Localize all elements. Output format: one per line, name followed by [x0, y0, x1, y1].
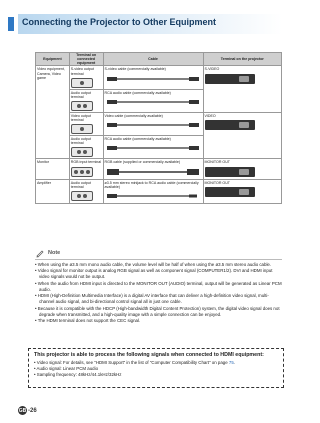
- terminal-cell: [69, 179, 103, 203]
- terminal-cell: [69, 159, 103, 179]
- cable-cell: [103, 136, 203, 159]
- svideo-jack-icon: [205, 74, 255, 84]
- note-pencil-icon: [35, 248, 45, 258]
- note-item: • The HDMI terminal does not support the CEC signal.: [35, 318, 282, 324]
- page-number: [18, 406, 37, 415]
- terminal-label: Audio output terminal: [70, 180, 91, 189]
- hdmi-info-box: [28, 348, 284, 388]
- cable-cell: [103, 112, 203, 135]
- terminal-cell: [69, 66, 103, 89]
- cable-cell: [103, 179, 203, 203]
- projector-terminal-label: MONITOR OUT: [204, 160, 231, 165]
- minijack-cable-icon: [105, 191, 201, 201]
- col-equipment: Equipment: [36, 53, 70, 66]
- terminal-label: Video output terminal: [70, 113, 91, 122]
- projector-terminal-label: VIDEO: [204, 113, 216, 118]
- cable-label: Video cable (commercially available): [104, 113, 163, 118]
- rca-port-icon: [71, 101, 93, 111]
- note-header: [35, 248, 282, 258]
- col-cable: Cable: [103, 53, 203, 66]
- table-row: [36, 112, 282, 135]
- equipment-label: Monitor: [37, 160, 49, 165]
- video-port-icon: [71, 124, 93, 134]
- note-item: • When the audio from HDMI input is directed to the MONITOR OUT (AUDIO) terminal, output will be generated as Linear PCM audio.: [35, 281, 282, 293]
- terminal-cell: [69, 112, 103, 135]
- cable-label: ø3.5 mm stereo minijack to RCA audio cable (commercially available): [104, 180, 199, 189]
- hdmi-item-text: Video signal: For details, see "HDMI Support" in the list of "Computer Compatibility Chart" on page: [36, 359, 229, 365]
- equipment-cell: [36, 66, 70, 159]
- table-row: [36, 66, 282, 89]
- svideo-cable-icon: [105, 74, 201, 84]
- terminal-cell: [69, 89, 103, 112]
- note-item: • When using the ø3.5 mm mono audio cable, the volume level will be half of when using the ø3.5 mm stereo audio cable.: [35, 262, 282, 268]
- terminal-label: Audio output terminal: [70, 90, 91, 99]
- hdmi-item-text: Audio signal: Linear PCM audio: [36, 365, 99, 371]
- projector-terminal-label: S-VIDEO: [204, 67, 220, 72]
- table-row: [36, 179, 282, 203]
- note-section: [35, 248, 282, 324]
- header-accent: [8, 17, 14, 31]
- page-badge: GB: [18, 407, 27, 414]
- cable-label: RGB cable (supplied or commercially available): [104, 160, 181, 165]
- equipment-cell: [36, 159, 70, 179]
- hdmi-item-text: Sampling frequency: 48kHz/44.1kHz/32kHz: [36, 372, 122, 378]
- col-projector-terminal: Terminal on the projector: [203, 53, 281, 66]
- projector-terminal-cell: [203, 66, 281, 113]
- projector-terminal-cell: [203, 179, 281, 203]
- hdmi-list: [34, 360, 278, 378]
- cable-label: RCA audio cable (commercially available): [104, 90, 171, 95]
- video-jack-icon: [205, 120, 255, 130]
- equipment-cell: [36, 179, 70, 203]
- rca-cable-icon: [105, 97, 201, 107]
- note-item: • Video signal for monitor output is analog RGB signal as well as component signal (COMPUTER1/2). DVI and HDMI input video signals would not be output.: [35, 268, 282, 280]
- cable-cell: [103, 66, 203, 89]
- page-ref-link[interactable]: 75: [228, 359, 234, 365]
- terminal-label: S-video output terminal: [70, 67, 94, 76]
- rca-port-icon: [71, 191, 93, 201]
- note-item: • HDMI (High-Definition Multimedia Interface) is a digital AV interface that can deliver a high-definition video signal, multi-channel audio signal, and bi-directional control signal all in just one cable.: [35, 293, 282, 305]
- connection-table: [35, 52, 282, 204]
- table-row: [36, 159, 282, 179]
- audio-jack-icon: [205, 187, 255, 197]
- page-number-text: -26: [28, 407, 37, 414]
- page-title: Connecting the Projector to Other Equipment: [22, 17, 217, 27]
- hdmi-item-end: .: [233, 359, 236, 365]
- rca-port-icon: [71, 147, 93, 157]
- page-header: [0, 14, 300, 34]
- cable-cell: [103, 89, 203, 112]
- cable-label: S-video cable (commercially available): [104, 67, 166, 72]
- projector-terminal-label: MONITOR OUT: [204, 180, 231, 185]
- rgb-cable-icon: [105, 167, 201, 177]
- rgb-port-icon: [71, 167, 93, 177]
- table-header-row: [36, 53, 282, 66]
- svideo-port-icon: [71, 78, 93, 88]
- note-divider: [35, 259, 282, 260]
- monitor-out-jack-icon: [205, 167, 255, 177]
- rca-cable-icon: [105, 143, 201, 153]
- cable-label: RCA audio cable (commercially available): [104, 137, 171, 142]
- note-title: Note: [48, 250, 61, 256]
- note-list: [35, 262, 282, 324]
- note-item: • Because it is compatible with the HDCP (High-bandwidth Digital Content Protection) system, the digital video signal does not degrade when transmitted, and a high-quality image with a simple connection can be enjoyed.: [35, 306, 282, 318]
- projector-terminal-cell: [203, 112, 281, 159]
- equipment-label: Amplifier: [37, 180, 51, 185]
- terminal-cell: [69, 136, 103, 159]
- cable-cell: [103, 159, 203, 179]
- col-terminal: Terminal on connected equipment: [69, 53, 103, 66]
- hdmi-item: [34, 372, 278, 378]
- projector-terminal-cell: [203, 159, 281, 179]
- terminal-label: RGB input terminal: [70, 160, 102, 165]
- hdmi-box-title: This projector is able to process the following signals when connected to HDMI equipment:: [34, 352, 264, 358]
- equipment-label: Video equipment, Camera, Video game: [37, 67, 65, 80]
- terminal-label: Audio output terminal: [70, 137, 91, 146]
- video-cable-icon: [105, 120, 201, 130]
